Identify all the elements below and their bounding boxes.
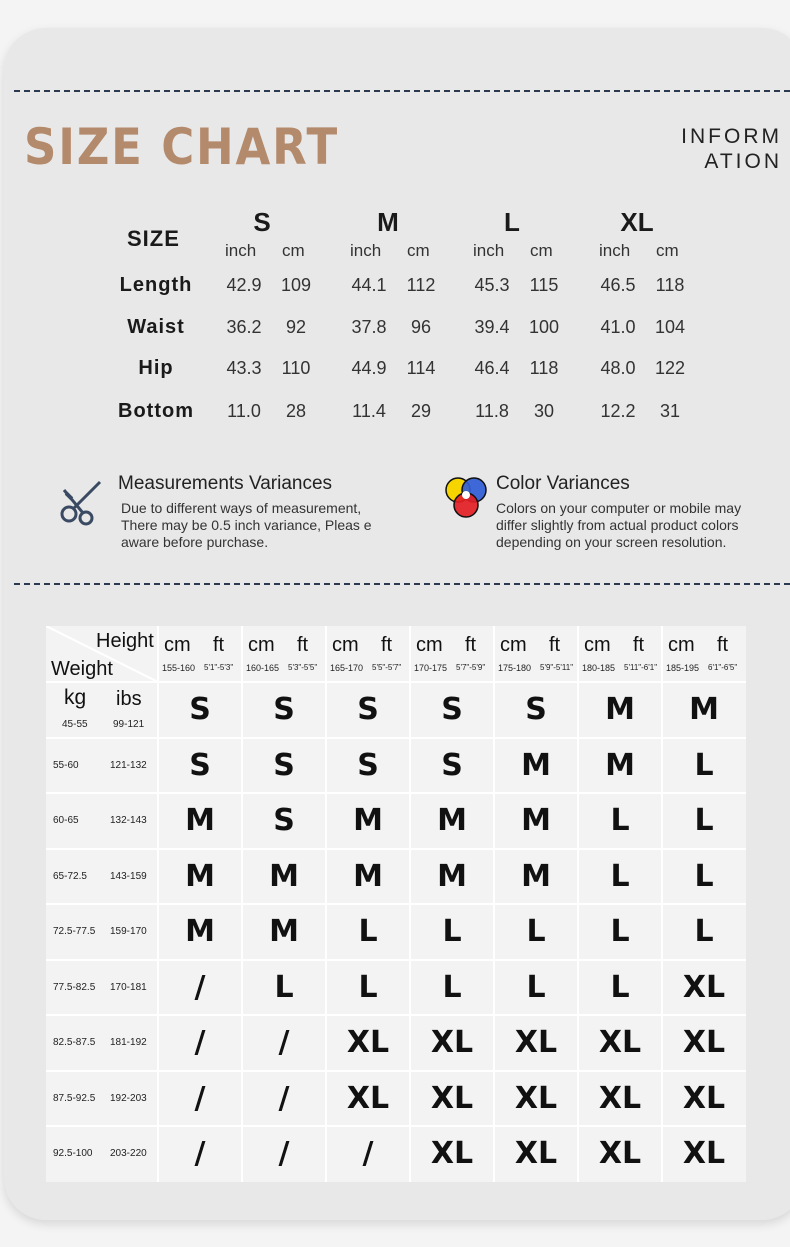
measure-value: 96 <box>410 317 432 337</box>
measurement-variance-line: There may be 0.5 inch variance, Pleas e <box>121 517 372 533</box>
recommended-size-cell: L <box>694 747 714 783</box>
size-header-l: L <box>504 207 520 237</box>
recommended-size-cell: S <box>189 747 211 783</box>
inch-unit-label: inch <box>599 241 631 260</box>
size-column-label: SIZE <box>127 226 180 251</box>
measure-value: 43.3 <box>226 358 262 378</box>
weight-lbs-range: 159-170 <box>110 926 147 937</box>
measure-value: 118 <box>655 275 685 295</box>
height-col-cm-unit: cm <box>500 634 527 656</box>
grid-horizontal-line <box>46 1070 746 1072</box>
recommended-size-cell: XL <box>430 1025 474 1060</box>
lbs-unit-label: ibs <box>116 688 142 710</box>
recommended-size-cell: XL <box>598 1136 642 1171</box>
size-header-xl: XL <box>620 207 654 237</box>
height-col-cm-range: 180-185 <box>582 663 616 673</box>
weight-kg-range: 60-65 <box>53 815 79 826</box>
recommended-size-cell: / <box>194 1080 206 1116</box>
measure-value: 46.5 <box>600 275 636 295</box>
recommended-size-cell: XL <box>346 1025 390 1060</box>
recommended-size-cell: XL <box>514 1025 558 1060</box>
measure-row-label-waist: Waist <box>127 316 185 338</box>
height-col-ft-range: 6'1"-6'5" <box>708 663 738 672</box>
height-col-ft-unit: ft <box>549 634 561 656</box>
measure-value: 48.0 <box>600 358 636 378</box>
height-col-ft-unit: ft <box>633 634 645 656</box>
measure-value: 44.9 <box>351 358 387 378</box>
weight-lbs-range: 170-181 <box>110 981 147 993</box>
height-col-cm-unit: cm <box>332 634 359 656</box>
grid-horizontal-line <box>46 959 746 961</box>
weight-kg-range: 45-55 <box>62 719 88 730</box>
recommended-size-cell: M <box>437 803 467 838</box>
information-label-line1: INFORM <box>681 125 782 148</box>
grid-horizontal-line <box>46 737 746 739</box>
recommended-size-cell: / <box>278 1136 290 1171</box>
weight-kg-range: 77.5-82.5 <box>53 981 96 993</box>
measure-value: 30 <box>533 401 555 421</box>
measure-value: 29 <box>410 401 432 421</box>
measure-value: 118 <box>529 358 559 378</box>
color-variance-text <box>496 500 741 551</box>
measure-value: 46.4 <box>474 358 510 378</box>
recommended-size-cell: L <box>358 914 378 949</box>
recommended-size-cell: XL <box>682 969 726 1005</box>
measure-value: 104 <box>654 317 686 337</box>
height-col-cm-range: 170-175 <box>414 663 448 673</box>
recommended-size-cell: S <box>357 692 379 727</box>
measure-value: 39.4 <box>474 317 510 337</box>
recommended-size-cell: M <box>521 858 551 894</box>
measure-value: 112 <box>406 275 436 295</box>
recommended-size-cell: M <box>521 747 551 783</box>
recommended-size-cell: XL <box>682 1080 726 1116</box>
measure-value: 31 <box>659 401 681 421</box>
measure-value: 12.2 <box>600 401 636 421</box>
measurement-variance-line: Due to different ways of measurement, <box>121 500 362 516</box>
cm-unit-label: cm <box>282 241 305 260</box>
recommended-size-cell: M <box>521 803 551 838</box>
measure-value: 11.0 <box>227 401 261 421</box>
height-col-ft-unit: ft <box>717 634 729 656</box>
recommended-size-cell: / <box>194 969 206 1005</box>
recommended-size-cell: XL <box>598 1025 642 1060</box>
recommended-size-cell: L <box>358 969 378 1005</box>
grid-horizontal-line <box>46 1014 746 1016</box>
measure-value: 109 <box>280 275 312 295</box>
recommended-size-cell: S <box>273 747 295 783</box>
size-header-s: S <box>253 207 271 237</box>
grid-horizontal-line <box>46 848 746 850</box>
inch-unit-label: inch <box>350 241 382 260</box>
recommended-size-cell: S <box>357 747 379 783</box>
measure-value: 100 <box>528 317 560 337</box>
recommended-size-cell: S <box>525 692 547 727</box>
height-col-ft-unit: ft <box>213 634 225 656</box>
measure-value: 11.8 <box>475 401 509 421</box>
recommended-size-cell: L <box>610 858 630 894</box>
information-label <box>672 124 782 174</box>
top-dashed-divider <box>14 90 790 92</box>
recommended-size-cell: XL <box>682 1025 726 1060</box>
weight-lbs-range: 143-159 <box>110 870 147 882</box>
weight-kg-range: 65-72.5 <box>53 870 87 882</box>
color-variance-line: depending on your screen resolution. <box>496 534 727 550</box>
measurement-variance-line: aware before purchase. <box>121 534 269 550</box>
measure-value: 115 <box>529 275 559 295</box>
recommended-size-cell: S <box>441 692 463 727</box>
height-col-cm-range: 160-165 <box>246 663 280 673</box>
recommended-size-cell: M <box>353 803 383 838</box>
inch-unit-label: inch <box>473 241 505 260</box>
measure-value: 41.0 <box>600 317 636 337</box>
middle-dashed-divider <box>14 583 790 585</box>
height-col-ft-range: 5'5"-5'7" <box>372 663 402 672</box>
weight-lbs-range: 132-143 <box>110 815 147 826</box>
measure-value: 110 <box>281 358 311 378</box>
recommended-size-cell: XL <box>430 1136 474 1171</box>
recommended-size-cell: L <box>526 969 546 1005</box>
measure-value: 45.3 <box>474 275 510 295</box>
recommended-size-cell: M <box>185 803 215 838</box>
height-col-ft-unit: ft <box>297 634 309 656</box>
recommended-size-cell: L <box>610 803 630 838</box>
weight-kg-range: 87.5-92.5 <box>53 1092 96 1104</box>
recommended-size-cell: / <box>278 1080 290 1116</box>
height-col-ft-range: 5'7"-5'9" <box>456 663 486 672</box>
grid-horizontal-line <box>46 681 746 683</box>
inch-unit-label: inch <box>225 241 257 260</box>
page-title: SIZE CHART <box>24 118 340 176</box>
recommended-size-cell: S <box>441 747 463 783</box>
measurement-variance-text <box>121 500 372 551</box>
recommended-size-cell: M <box>437 858 467 894</box>
grid-horizontal-line <box>46 792 746 794</box>
weight-kg-range: 55-60 <box>53 759 79 771</box>
size-header-m: M <box>377 207 399 237</box>
height-col-ft-range: 5'11"-6'1" <box>624 663 658 672</box>
measure-row-label-bottom: Bottom <box>118 400 194 422</box>
weight-lbs-range: 99-121 <box>113 719 145 730</box>
recommended-size-cell: XL <box>514 1080 558 1116</box>
grid-horizontal-line <box>46 903 746 905</box>
recommended-size-cell: M <box>269 914 299 949</box>
recommended-size-cell: XL <box>682 1136 726 1171</box>
recommended-size-cell: L <box>526 914 546 949</box>
color-circles-icon <box>441 475 491 523</box>
measure-value: 11.4 <box>352 401 386 421</box>
weight-lbs-range: 203-220 <box>110 1148 147 1159</box>
measure-value: 122 <box>654 358 686 378</box>
weight-lbs-range: 121-132 <box>110 759 147 771</box>
height-col-cm-range: 185-195 <box>666 663 700 673</box>
weight-height-size-grid <box>46 626 746 1182</box>
recommended-size-cell: S <box>189 692 211 727</box>
scissors-icon <box>56 476 106 526</box>
cm-unit-label: cm <box>407 241 430 260</box>
recommended-size-cell: M <box>185 858 215 894</box>
weight-kg-range: 92.5-100 <box>53 1148 93 1159</box>
recommended-size-cell: S <box>273 692 295 727</box>
measurement-variance-title: Measurements Variances <box>118 473 333 494</box>
recommended-size-cell: XL <box>430 1080 474 1116</box>
height-col-cm-unit: cm <box>248 634 275 656</box>
recommended-size-cell: XL <box>514 1136 558 1171</box>
measure-value: 28 <box>285 401 307 421</box>
recommended-size-cell: / <box>278 1025 290 1060</box>
recommended-size-cell: L <box>694 858 714 894</box>
measure-value: 44.1 <box>351 275 387 295</box>
weight-axis-label: Weight <box>51 658 113 680</box>
recommended-size-cell: L <box>274 969 294 1005</box>
recommended-size-cell: L <box>694 914 714 949</box>
color-variance-line: Colors on your computer or mobile may <box>496 500 742 516</box>
recommended-size-cell: / <box>194 1136 206 1171</box>
height-col-ft-unit: ft <box>381 634 393 656</box>
measure-value: 37.8 <box>351 317 387 337</box>
recommended-size-cell: L <box>694 803 714 838</box>
color-variance-title: Color Variances <box>496 473 630 494</box>
cm-unit-label: cm <box>530 241 553 260</box>
height-col-cm-unit: cm <box>584 634 611 656</box>
grid-horizontal-line <box>46 1125 746 1127</box>
recommended-size-cell: L <box>442 914 462 949</box>
height-col-ft-range: 5'9"-5'11" <box>540 663 574 672</box>
recommended-size-cell: L <box>610 914 630 949</box>
height-col-cm-range: 155-160 <box>162 663 196 673</box>
height-col-ft-range: 5'1"-5'3" <box>204 663 234 672</box>
weight-lbs-range: 181-192 <box>110 1037 147 1048</box>
height-axis-label: Height <box>96 630 154 652</box>
recommended-size-cell: M <box>605 692 635 727</box>
height-col-cm-range: 175-180 <box>498 663 532 673</box>
cm-unit-label: cm <box>656 241 679 260</box>
weight-lbs-range: 192-203 <box>110 1092 147 1104</box>
recommended-size-cell: M <box>269 858 299 894</box>
measure-value: 92 <box>285 317 307 337</box>
height-col-cm-unit: cm <box>668 634 695 656</box>
recommended-size-cell: / <box>194 1025 206 1060</box>
height-col-ft-range: 5'3"-5'5" <box>288 663 318 672</box>
height-col-cm-range: 165-170 <box>330 663 364 673</box>
recommended-size-cell: S <box>273 803 295 838</box>
weight-kg-range: 72.5-77.5 <box>53 926 96 937</box>
recommended-size-cell: L <box>442 969 462 1005</box>
weight-kg-range: 82.5-87.5 <box>53 1037 96 1048</box>
recommended-size-cell: / <box>362 1136 374 1171</box>
recommended-size-cell: M <box>185 914 215 949</box>
recommended-size-cell: M <box>605 747 635 783</box>
information-label-line2: ATION <box>704 150 782 173</box>
measure-value: 36.2 <box>226 317 262 337</box>
measure-row-label-hip: Hip <box>138 357 174 379</box>
height-col-ft-unit: ft <box>465 634 477 656</box>
recommended-size-cell: XL <box>346 1080 390 1116</box>
recommended-size-cell: M <box>353 858 383 894</box>
height-col-cm-unit: cm <box>164 634 191 656</box>
measure-value: 114 <box>406 358 436 378</box>
recommended-size-cell: M <box>689 692 719 727</box>
recommended-size-cell: XL <box>598 1080 642 1116</box>
measure-row-label-length: Length <box>119 274 193 296</box>
color-variance-line: differ slightly from actual product colors <box>496 517 739 533</box>
recommended-size-cell: L <box>610 969 630 1005</box>
height-col-cm-unit: cm <box>416 634 443 656</box>
kg-unit-label: kg <box>64 686 87 709</box>
measure-value: 42.9 <box>226 275 262 295</box>
